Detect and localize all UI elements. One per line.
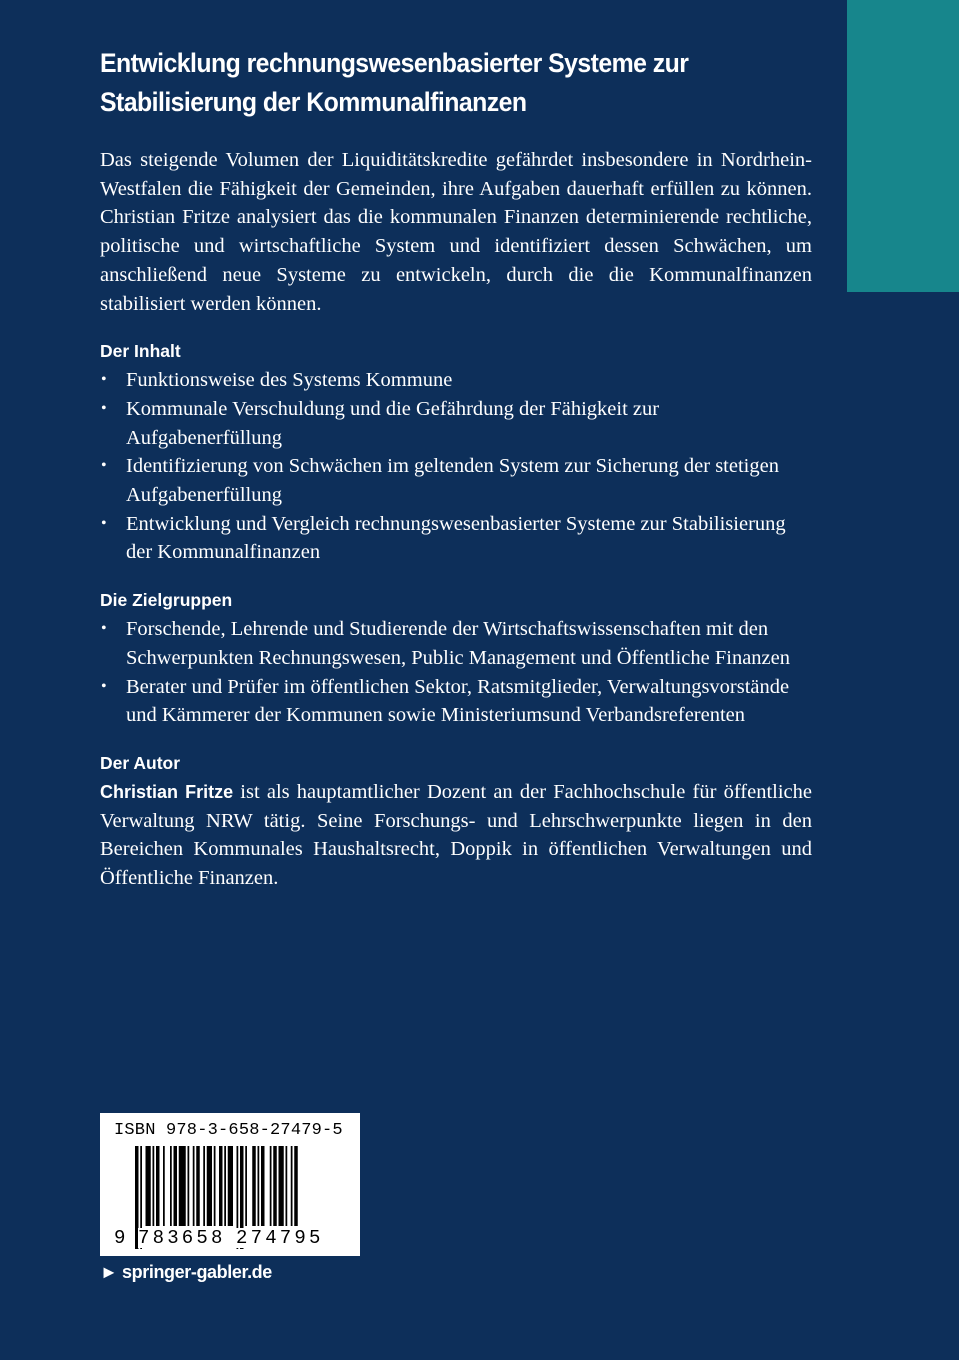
barcode-bar xyxy=(286,1146,288,1226)
author-bio: ist als hauptamtlicher Dozent an der Fachhochschule für öffentliche Verwaltung NRW tätig. Seine Forschungs- und Lehrschwerpunkte liegen in den Bereichen Kommunales Haushaltsrecht, Doppik in öffentlichen Verwaltungen und Öffentliche Finanzen. xyxy=(100,780,812,890)
barcode-bar xyxy=(170,1146,172,1226)
barcode-digits-right: 274795 xyxy=(236,1227,324,1249)
inhalt-list xyxy=(100,366,812,567)
barcode-bar xyxy=(273,1146,277,1226)
barcode-bar xyxy=(174,1146,178,1226)
barcode-bar xyxy=(258,1146,260,1226)
list-item: • Kommunale Verschuldung und die Gefährdung der Fähigkeit zur Aufgabenerfüllung xyxy=(100,395,812,452)
publisher-url: springer-gabler.de xyxy=(122,1262,272,1282)
author-name: Christian Fritze xyxy=(100,781,234,802)
barcode-bar xyxy=(294,1146,298,1226)
barcode-bar xyxy=(153,1146,155,1226)
list-item: • Identifizierung von Schwächen im geltenden System zur Sicherung der stetigen Aufgabenerfüllung xyxy=(100,452,812,509)
barcode-bar xyxy=(245,1146,247,1226)
teal-accent-block xyxy=(847,0,959,292)
barcode-bar xyxy=(261,1146,265,1226)
barcode-bar xyxy=(270,1146,272,1226)
barcode-bar xyxy=(146,1146,151,1226)
list-item: • Entwicklung und Vergleich rechnungswesenbasierter Systeme zur Stabilisierung der Kommunalfinanzen xyxy=(100,510,812,567)
barcode-bar xyxy=(219,1146,223,1226)
barcode-bar xyxy=(228,1146,233,1226)
intro-paragraph: Das steigende Volumen der Liquiditätskredite gefährdet insbesondere in Nordrhein-Westfalen die Fähigkeit der Gemeinden, ihre Aufgaben dauerhaft erfüllen zu können. Christian Fritze analysiert das die kommunalen Finanzen determinierende rechtliche, politische und wirtschaftliche System und identifiziert dessen Schwächen, um anschließend neue Systeme zu entwickeln, durch die die Kommunalfinanzen stabilisiert werden können. xyxy=(100,149,812,315)
list-item: • Forschende, Lehrende und Studierende der Wirtschaftswissenschaften mit den Schwerpunkten Rechnungswesen, Public Management und Öffentliche Finanzen xyxy=(100,615,812,672)
barcode-bar xyxy=(207,1146,212,1226)
section-heading-inhalt: Der Inhalt xyxy=(100,341,181,362)
barcode-digit-first: 9 xyxy=(114,1227,126,1249)
list-item: • Berater und Prüfer im öffentlichen Sektor, Ratsmitglieder, Verwaltungsvorstände und Kämmerer der Kommunen sowie Ministeriumsund Verbandsreferenten xyxy=(100,673,812,730)
zielgruppen-list xyxy=(100,615,812,730)
play-arrow-icon: ► xyxy=(100,1262,118,1282)
section-heading-autor: Der Autor xyxy=(100,752,181,773)
barcode-bar xyxy=(291,1146,293,1226)
list-item: • Funktionsweise des Systems Kommune xyxy=(100,366,812,395)
section-heading-zielgruppen: Die Zielgruppen xyxy=(100,590,233,611)
barcode-bar xyxy=(188,1146,190,1226)
barcode-digits-left: 783658 xyxy=(138,1227,226,1249)
title-line: Stabilisierung der Kommunalfinanzen xyxy=(100,87,527,117)
barcode-bar xyxy=(156,1146,160,1226)
barcode-bar xyxy=(163,1146,165,1226)
barcode-bar xyxy=(203,1146,205,1226)
barcode-bar xyxy=(179,1146,186,1226)
barcode-bar xyxy=(193,1146,195,1226)
author-paragraph xyxy=(100,778,812,893)
barcode-bar xyxy=(196,1146,200,1226)
barcode-bar xyxy=(214,1146,216,1226)
publisher-link[interactable] xyxy=(100,1262,272,1283)
book-title xyxy=(100,44,818,122)
back-cover-text xyxy=(100,44,812,893)
barcode-bar xyxy=(224,1146,226,1226)
barcode-bar xyxy=(279,1146,284,1226)
barcode-bar xyxy=(252,1146,256,1226)
isbn-barcode xyxy=(100,1113,360,1256)
isbn-label: ISBN 978-3-658-27479-5 xyxy=(114,1121,343,1140)
title-line: Entwicklung rechnungswesenbasierter Systeme zur xyxy=(100,48,689,78)
